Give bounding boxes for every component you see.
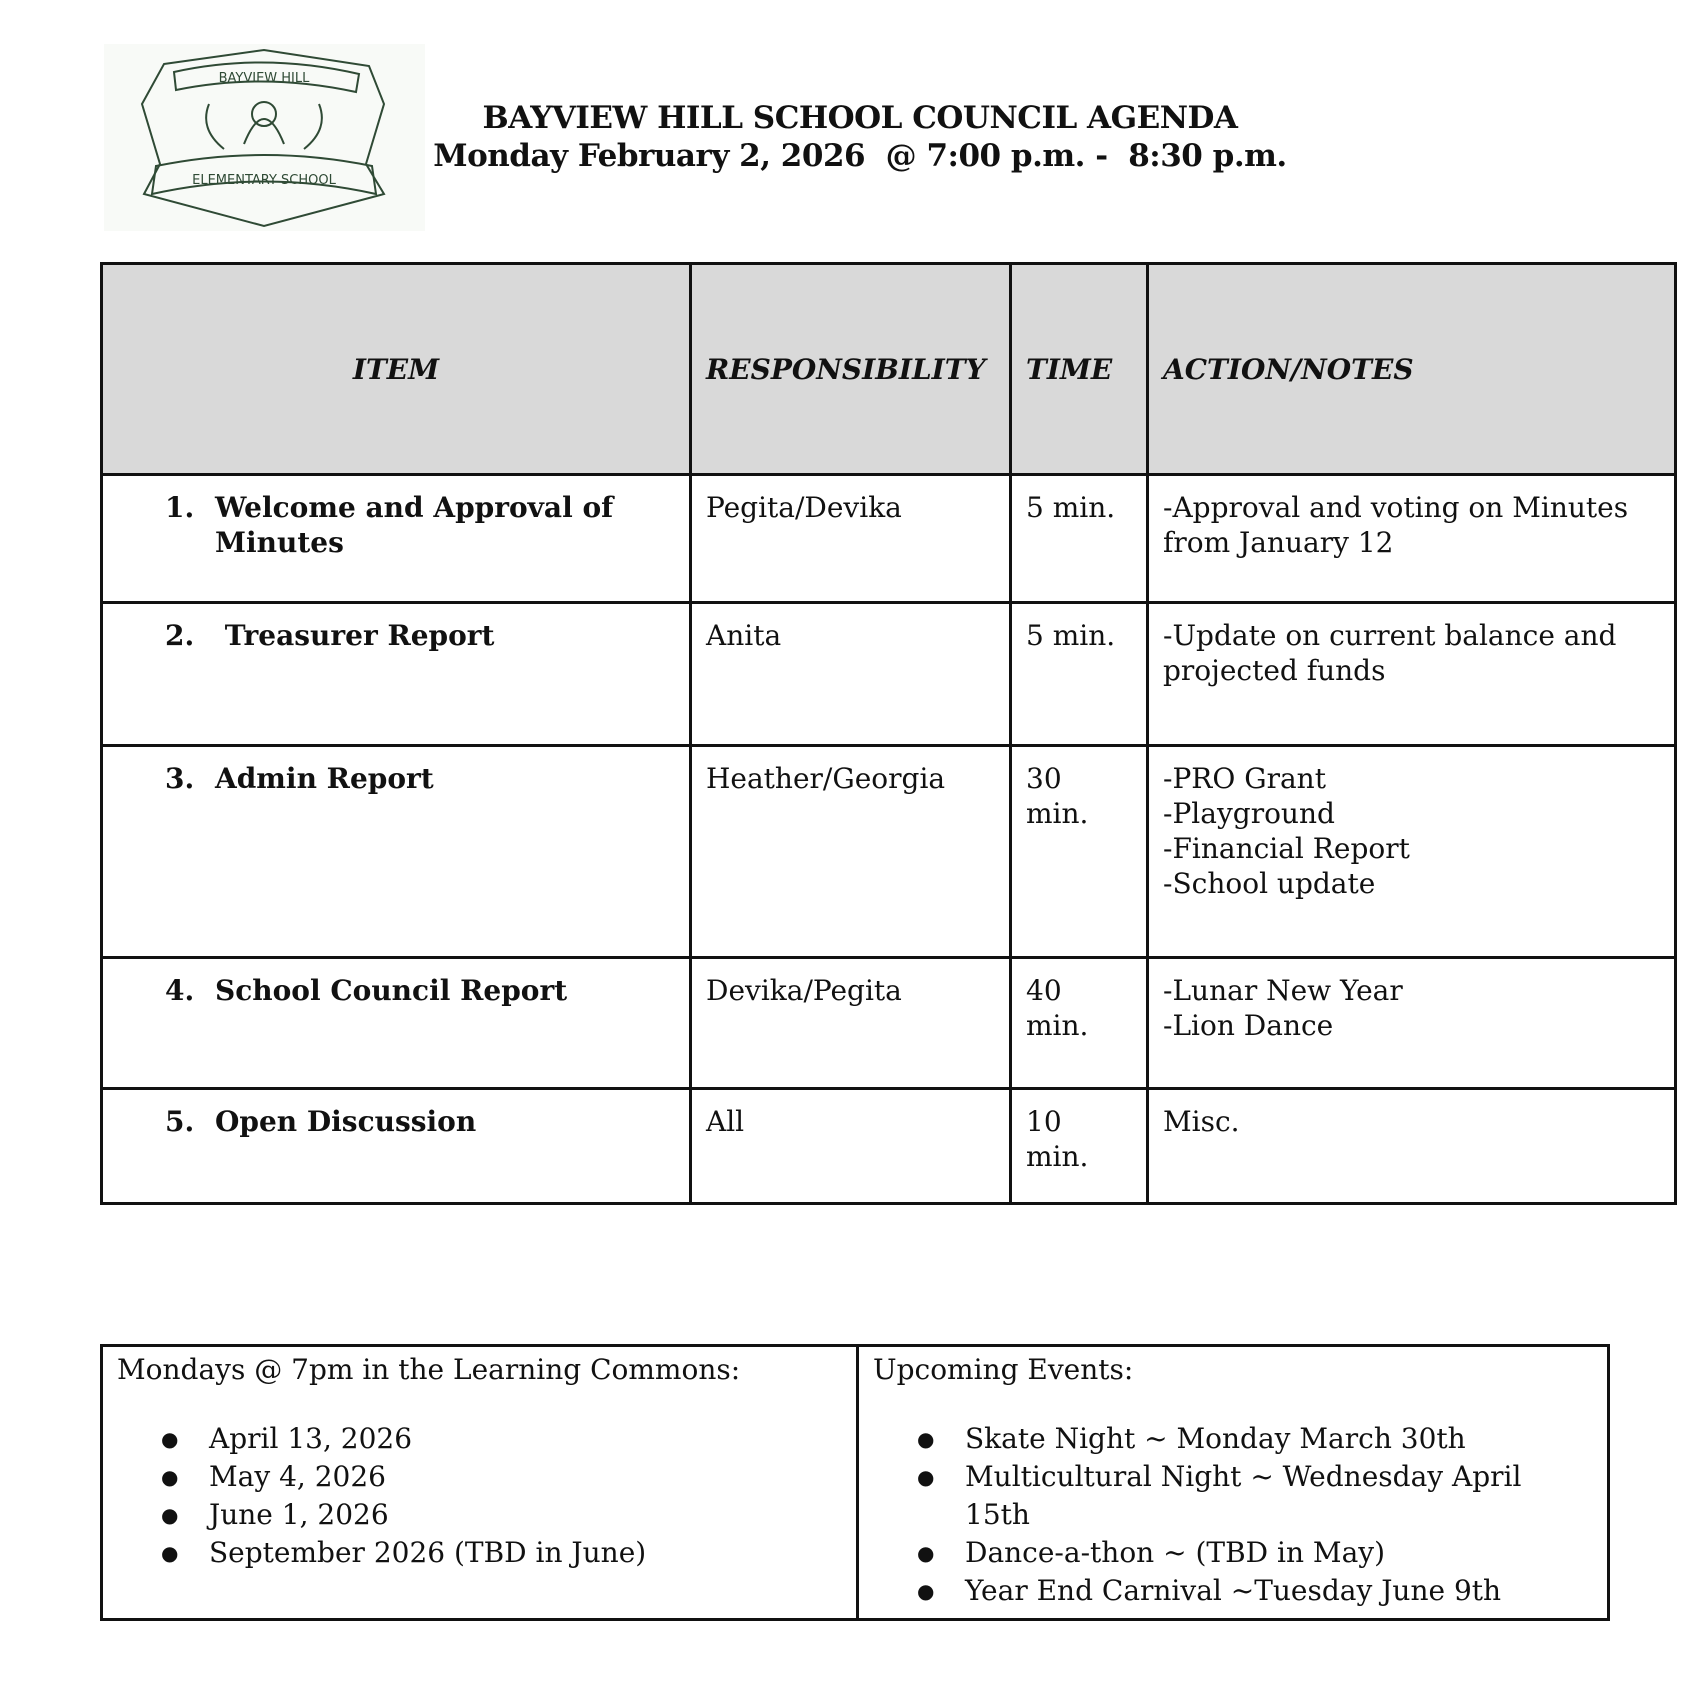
item-title: School Council Report [215,974,568,1007]
time: 5 min. [1011,475,1148,603]
item-title: Treasurer Report [215,619,495,652]
note: -Playground [1163,797,1335,830]
table-row [102,603,1676,746]
responsibility: Heather/Georgia [691,746,1011,958]
list-item: ● May 4, 2026 [209,1458,842,1496]
list-item: ● Multicultural Night ~ Wednesday April 15th [965,1458,1593,1534]
time: 40 min. [1011,958,1148,1089]
table-row [102,958,1676,1089]
note: -Approval and voting on Minutes from January 12 [1163,491,1629,559]
events-heading: Upcoming Events: [873,1353,1134,1386]
item-number: 3. [165,762,195,795]
meeting-date-time: Monday February 2, 2026 @ 7:00 p.m. - 8:30 p.m. [433,138,1287,174]
meeting-dates-section [103,1347,859,1618]
item-title: Admin Report [215,762,434,795]
item-number: 4. [165,974,195,1007]
list-item: ● September 2026 (TBD in June) [209,1534,842,1572]
list-item: ● Dance-a-thon ~ (TBD in May) [965,1534,1593,1572]
info-box [100,1344,1610,1621]
table-row [102,475,1676,603]
note: Misc. [1163,1105,1240,1138]
responsibility: All [691,1089,1011,1204]
note: -Update on current balance and projected funds [1163,619,1617,687]
time: 10 min. [1011,1089,1148,1204]
header-notes: ACTION/NOTES [1148,264,1676,475]
crest-top-text: BAYVIEW HILL [218,71,310,86]
note: -Lion Dance [1163,1009,1334,1042]
table-row [102,1089,1676,1204]
events-list [873,1420,1593,1610]
item-number: 5. [165,1105,195,1138]
header-item: ITEM [102,264,691,475]
responsibility: Pegita/Devika [691,475,1011,603]
list-item: ● Skate Night ~ Monday March 30th [965,1420,1593,1458]
meeting-dates-list [117,1420,842,1572]
item-title: Welcome and Approval of Minutes [215,491,614,559]
table-row [102,746,1676,958]
header-responsibility: RESPONSIBILITY [691,264,1011,475]
upcoming-events-section [859,1347,1607,1618]
item-number: 1. [165,491,195,524]
responsibility: Devika/Pegita [691,958,1011,1089]
item-number: 2. [165,619,195,652]
list-item: ● April 13, 2026 [209,1420,842,1458]
school-crest-logo [104,44,425,231]
header-time: TIME [1011,264,1148,475]
meetings-heading: Mondays @ 7pm in the Learning Commons: [117,1353,741,1386]
note: -School update [1163,867,1376,900]
time: 5 min. [1011,603,1148,746]
agenda-table [100,262,1677,1205]
item-title: Open Discussion [215,1105,477,1138]
list-item: ● Year End Carnival ~Tuesday June 9th [965,1572,1593,1610]
table-header-row [102,264,1676,475]
responsibility: Anita [691,603,1011,746]
note: -PRO Grant [1163,762,1326,795]
list-item: ● June 1, 2026 [209,1496,842,1534]
time: 30 min. [1011,746,1148,958]
note: -Financial Report [1163,832,1410,865]
note: -Lunar New Year [1163,974,1403,1007]
page-title: BAYVIEW HILL SCHOOL COUNCIL AGENDA [482,100,1238,136]
crest-bottom-text: ELEMENTARY SCHOOL [192,173,336,188]
